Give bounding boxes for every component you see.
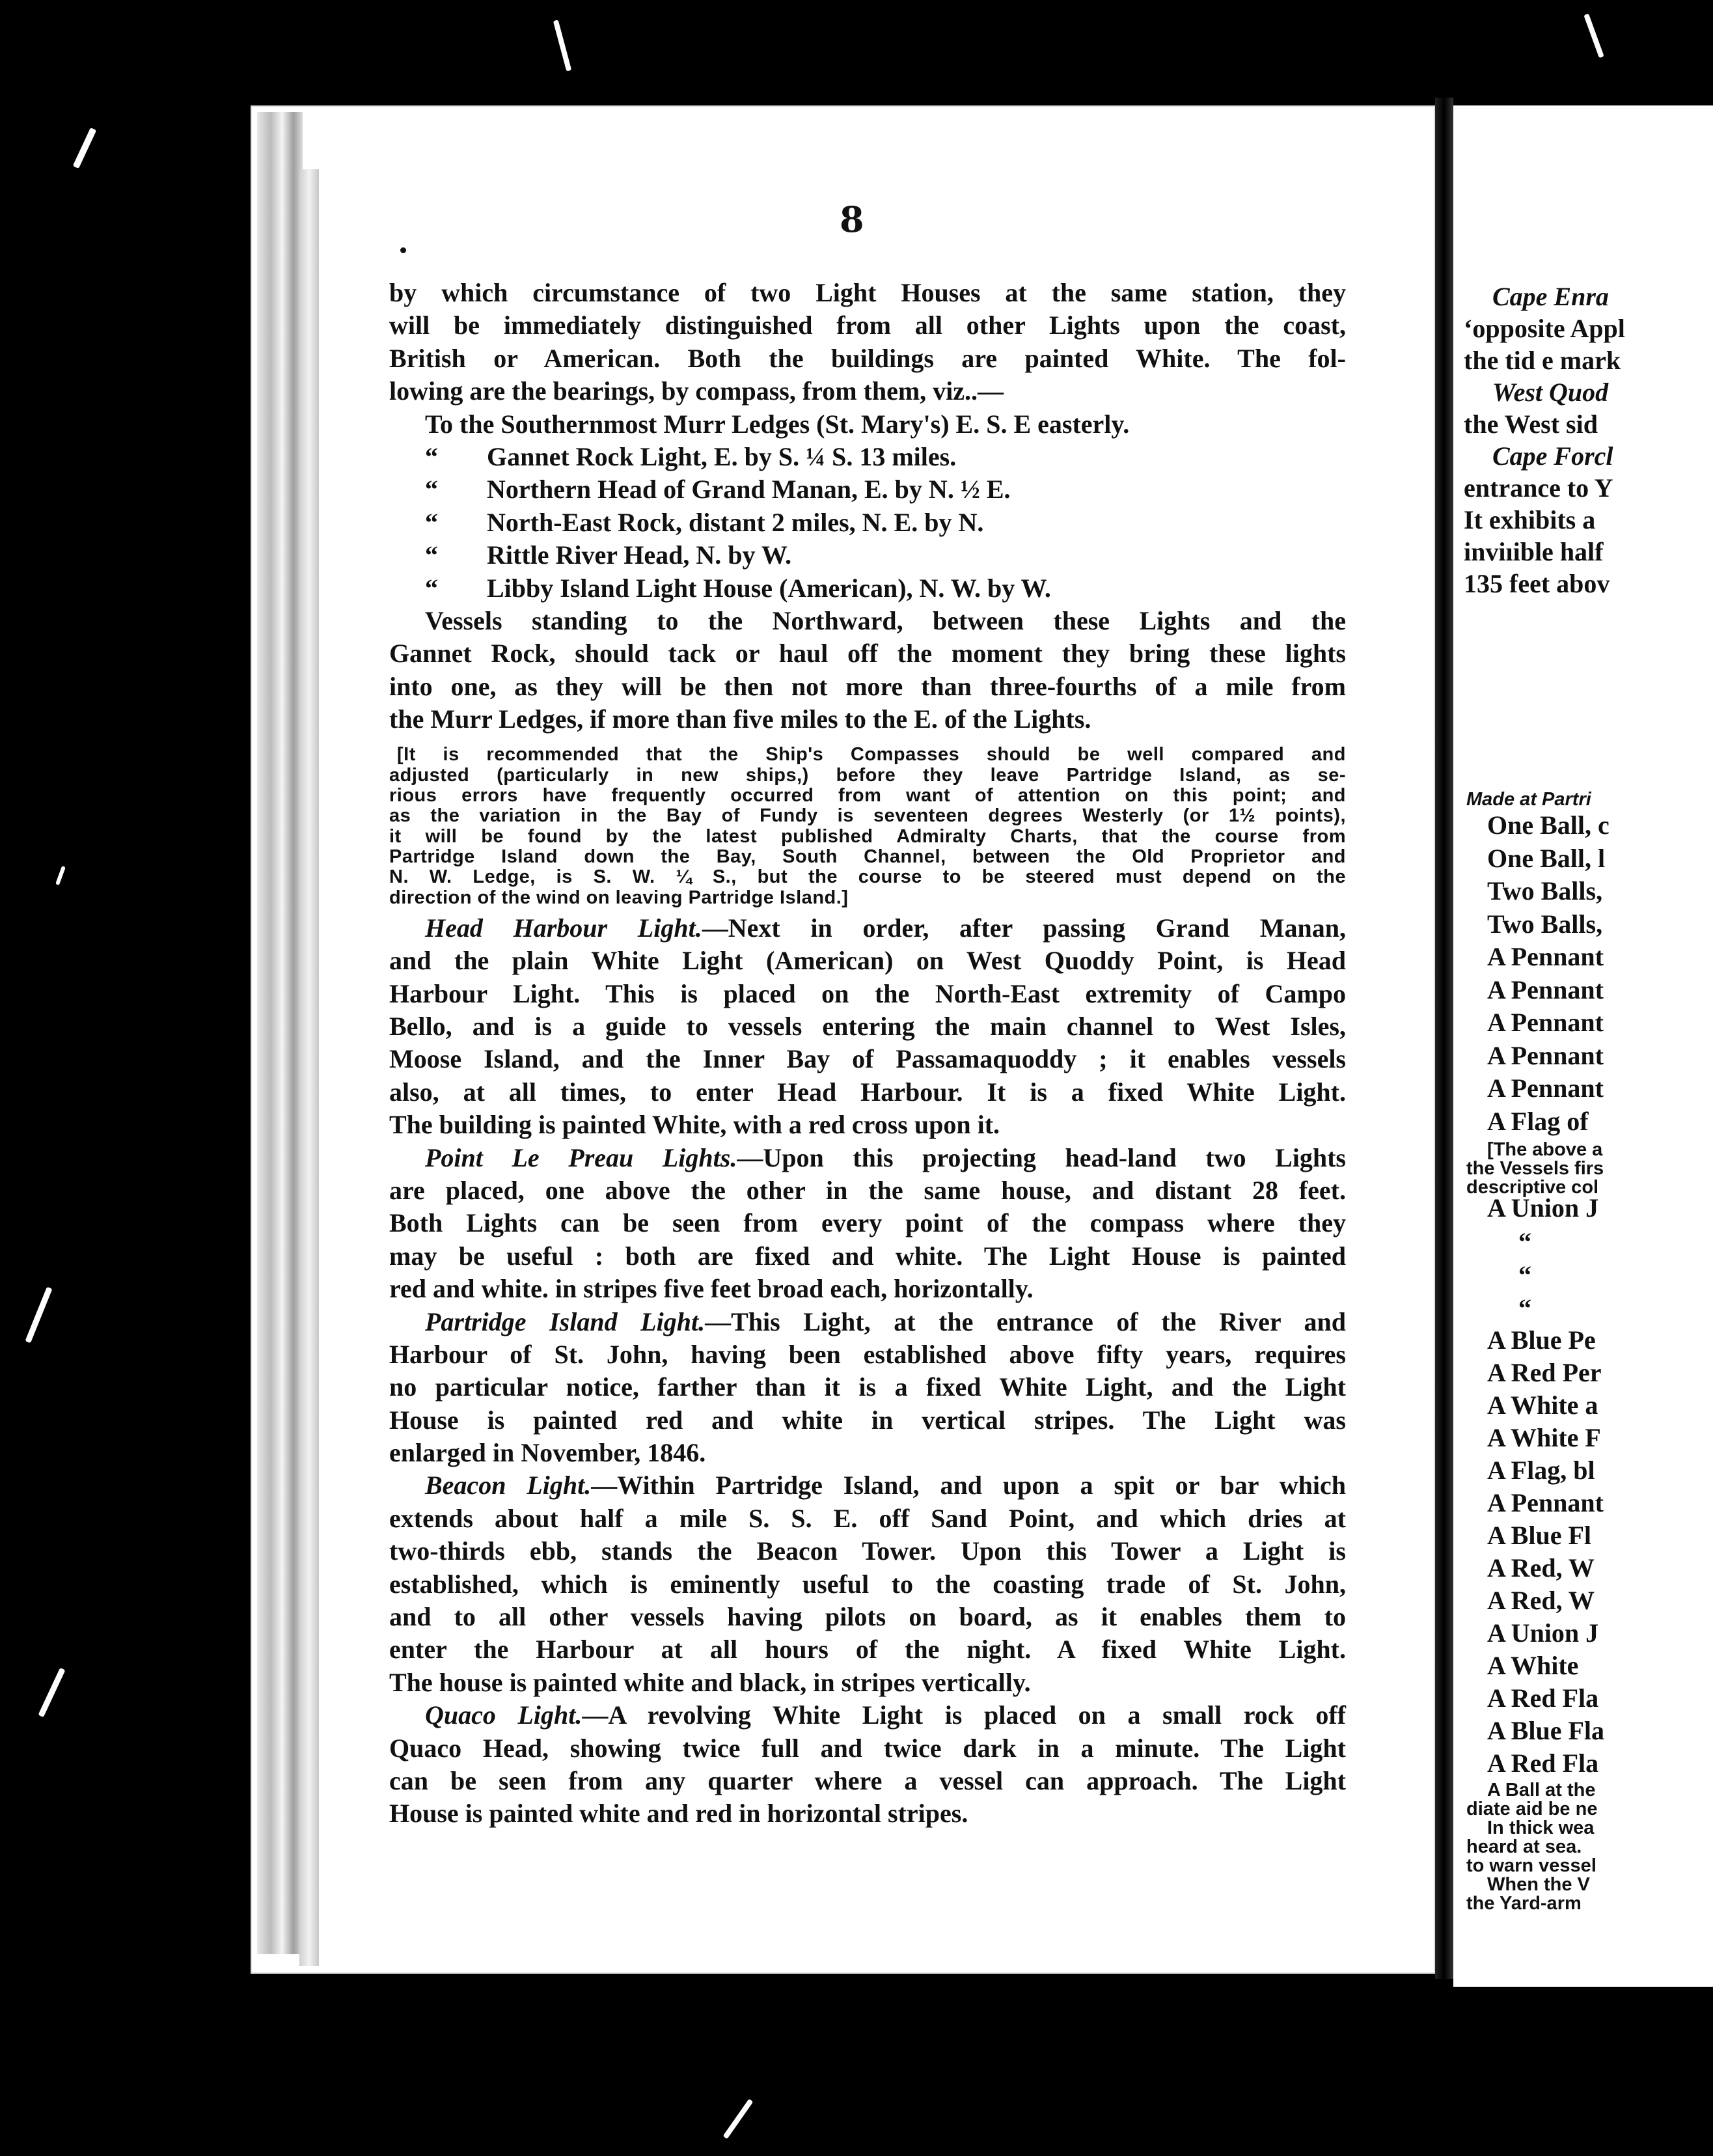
fragment-line: A Red Per — [1487, 1358, 1602, 1387]
text-line: Harbour of St. John, having been established above fifty years, requires — [389, 1339, 1346, 1369]
text-line: also, at all times, to enter Head Harbour. It is a fixed White Light. — [389, 1077, 1346, 1107]
fragment-line: the tid e mark — [1464, 346, 1621, 375]
bearing-text: Gannet Rock Light, E. by S. ¼ S. 13 miles. — [487, 441, 957, 471]
text-line: British or American. Both the buildings are painted White. The fol- — [389, 343, 1346, 373]
bearing-text: Northern Head of Grand Manan, E. by N. ½ E. — [487, 475, 1011, 504]
page-body-text — [389, 277, 1346, 1831]
note-line: Partridge Island down the Bay, South Channel, between the Old Proprietor and — [389, 846, 1346, 867]
fragment-line: the Yard-arm — [1466, 1893, 1582, 1914]
section-heading: Point Le Preau Lights. — [425, 1142, 737, 1172]
fragment-line: inviıible half — [1464, 537, 1604, 566]
text-line: lowing are the bearings, by compass, from them, viz..— — [389, 376, 1004, 406]
fragment-line: the West sid — [1464, 409, 1598, 439]
book-gutter — [1435, 98, 1453, 1979]
scratch-mark — [38, 1668, 66, 1717]
fragment-line: A Red, W — [1487, 1586, 1595, 1615]
fragment-line: A Pennant — [1487, 1040, 1604, 1070]
text-line: House is painted red and white in vertical stripes. The Light was — [389, 1405, 1346, 1435]
text-line: extends about half a mile S. S. E. off Sand Point, and which dries at — [389, 1503, 1346, 1533]
text-line: can be seen from any quarter where a vessel can approach. The Light — [389, 1766, 1346, 1795]
fragment-line: Cape Enra — [1492, 282, 1609, 311]
ink-speck — [400, 247, 406, 253]
text-line: House is painted white and red in horizontal stripes. — [389, 1799, 968, 1829]
fragment-line: [The above a — [1487, 1139, 1603, 1160]
fragment-line: ‘opposite Appl — [1464, 314, 1625, 343]
fragment-line: A Ball at the — [1487, 1780, 1596, 1801]
page-number: 8 — [840, 199, 864, 240]
scratch-mark — [55, 866, 66, 885]
text-line: and the plain White Light (American) on West Quoddy Point, is Head — [389, 946, 1346, 976]
fragment-line: Made at Partri — [1466, 789, 1591, 810]
scratch-mark — [1583, 14, 1604, 59]
section-first-line: Beacon Light.—Within Partridge Island, and upon a spit or bar which — [425, 1471, 1346, 1500]
text-line: may be useful : both are fixed and white. The Light House is painted — [389, 1241, 1346, 1271]
fragment-line: West Quod — [1492, 378, 1609, 407]
note-line: N. W. Ledge, is S. W. ¼ S., but the course to be steered must depend on the — [389, 866, 1346, 888]
bearing-text: North-East Rock, distant 2 miles, N. E. by N. — [487, 507, 984, 537]
fragment-line: A White a — [1487, 1390, 1598, 1420]
fragment-line: A Blue Pe — [1487, 1325, 1596, 1355]
fragment-line: A White F — [1487, 1423, 1601, 1452]
fragment-line: diate aid be ne — [1466, 1799, 1598, 1819]
section-first-line: Head Harbour Light.—Next in order, after passing Grand Manan, — [425, 913, 1346, 943]
scratch-mark — [73, 128, 97, 169]
fragment-line: “ — [1518, 1227, 1531, 1256]
fragment-line: 135 feet abov — [1464, 569, 1610, 598]
fragment-line: A Pennant — [1487, 1488, 1604, 1517]
fragment-line: entrance to Y — [1464, 473, 1613, 503]
right-page-fragment — [1453, 105, 1713, 1987]
fragment-line: A Pennant — [1487, 1073, 1604, 1103]
fragment-line: A Blue Fla — [1487, 1716, 1605, 1745]
fragment-line: descriptive col — [1466, 1177, 1599, 1198]
text-line: established, which is eminently useful to the coasting trade of St. John, — [389, 1569, 1346, 1599]
fragment-line: to warn vessel — [1466, 1855, 1597, 1876]
fragment-line: “ — [1518, 1260, 1531, 1290]
fragment-line: Two Balls, — [1487, 876, 1603, 905]
section-heading: Head Harbour Light. — [425, 913, 702, 943]
text-line: the Murr Ledges, if more than five miles to the E. of the Lights. — [389, 704, 1091, 734]
fragment-line: A Pennant — [1487, 974, 1604, 1004]
text-line: by which circumstance of two Light Houses at the same station, they — [389, 278, 1346, 307]
fragment-line: Cape Forcl — [1492, 441, 1613, 471]
bearing-item — [389, 441, 1346, 473]
text-line: no particular notice, farther than it is a fixed White Light, and the Light — [389, 1372, 1346, 1402]
fragment-line: When the V — [1487, 1874, 1590, 1895]
fragment-line: A Blue Fl — [1487, 1521, 1592, 1550]
text-line: and to all other vessels having pilots on board, as it enables them to — [389, 1602, 1346, 1632]
scratch-mark — [25, 1287, 52, 1344]
fragment-line: A Flag, bl — [1487, 1456, 1595, 1485]
fragment-line: A Union J — [1487, 1618, 1599, 1648]
text-line: red and white. in stripes five feet broad each, horizontally. — [389, 1274, 1034, 1304]
text-line: Gannet Rock, should tack or haul off the moment they bring these lights — [389, 639, 1346, 669]
section-first-line: Point Le Preau Lights.—Upon this projecting head-land two Lights — [425, 1142, 1346, 1172]
ditto-mark: “ — [425, 475, 438, 504]
bearing-text: Libby Island Light House (American), N. W. by W. — [487, 573, 1051, 603]
text-line: Moose Island, and the Inner Bay of Passamaquoddy ; it enables vessels — [389, 1044, 1346, 1074]
text-line: enlarged in November, 1846. — [389, 1438, 706, 1468]
ditto-mark: “ — [425, 441, 438, 471]
fragment-line: A Flag of — [1487, 1106, 1589, 1136]
fragment-line: A Red, W — [1487, 1553, 1595, 1582]
ditto-mark: “ — [425, 540, 438, 570]
bearing-item — [389, 506, 1346, 539]
bearing-text: Rittle River Head, N. by W. — [487, 540, 792, 570]
fragment-line: One Ball, c — [1487, 810, 1610, 840]
text-line: into one, as they will be then not more than three-fourths of a mile from — [389, 671, 1346, 701]
fragment-line: A White — [1487, 1651, 1579, 1680]
note-line: rious errors have frequently occurred from want of attention on this point; and — [389, 785, 1346, 807]
scratch-mark — [553, 20, 571, 71]
fragment-line: heard at sea. — [1466, 1836, 1582, 1857]
page-edge — [299, 169, 319, 1966]
text-line: enter the Harbour at all hours of the night. A fixed White Light. — [389, 1635, 1346, 1665]
bearing-item — [389, 539, 1346, 572]
note-line: [It is recommended that the Ship's Compasses should be well compared and — [397, 744, 1346, 766]
text-line: Bello, and is a guide to vessels entering the main channel to West Isles, — [389, 1012, 1346, 1042]
section-heading: Partridge Island Light. — [425, 1306, 706, 1336]
note-line: direction of the wind on leaving Partridge Island.] — [389, 887, 849, 908]
fragment-line: Two Balls, — [1487, 909, 1603, 939]
fragment-line: A Pennant — [1487, 942, 1604, 971]
text-line: The house is painted white and black, in stripes vertically. — [389, 1667, 1031, 1697]
text-line: two-thirds ebb, stands the Beacon Tower. Upon this Tower a Light is — [389, 1536, 1346, 1566]
note-line: it will be found by the latest published Admiralty Charts, that the course from — [389, 825, 1346, 847]
fragment-line: A Red Fla — [1487, 1683, 1599, 1713]
ditto-mark: “ — [425, 573, 438, 603]
fragment-line: the Vessels firs — [1466, 1158, 1604, 1179]
text-line: The building is painted White, with a red cross upon it. — [389, 1110, 1000, 1140]
bearing-item — [389, 473, 1346, 506]
text-line: Quaco Head, showing twice full and twice dark in a minute. The Light — [389, 1733, 1346, 1763]
scratch-mark — [723, 2099, 754, 2139]
page-edge — [257, 112, 303, 1954]
fragment-line: “ — [1518, 1293, 1531, 1323]
fragment-line: One Ball, l — [1487, 843, 1606, 873]
fragment-line: It exhibits a — [1464, 505, 1596, 534]
section-heading: Quaco Light. — [425, 1700, 582, 1730]
fragment-line: A Red Fla — [1487, 1748, 1599, 1778]
text-line: Harbour Light. This is placed on the North-East extremity of Campo — [389, 978, 1346, 1008]
note-line: adjusted (particularly in new ships,) before they leave Partridge Island, as se- — [389, 764, 1346, 786]
section-first-line: Quaco Light.—A revolving White Light is placed on a small rock off — [425, 1700, 1346, 1730]
fragment-line: In thick wea — [1487, 1817, 1595, 1838]
bearing-item — [389, 572, 1346, 605]
section-first-line: Partridge Island Light.—This Light, at the entrance of the River and — [425, 1306, 1346, 1336]
text-line: Both Lights can be seen from every point of the compass where they — [389, 1208, 1346, 1238]
section-heading: Beacon Light. — [425, 1471, 592, 1500]
text-line: are placed, one above the other in the same house, and distant 28 feet. — [389, 1175, 1346, 1205]
text-line: Vessels standing to the Northward, between these Lights and the — [425, 605, 1346, 635]
fragment-line: A Pennant — [1487, 1008, 1604, 1037]
ditto-mark: “ — [425, 507, 438, 537]
text-line: will be immediately distinguished from all other Lights upon the coast, — [389, 311, 1346, 340]
note-line: as the variation in the Bay of Fundy is seventeen degrees Westerly (or 1½ points), — [389, 805, 1346, 827]
bearings-intro: To the Southernmost Murr Ledges (St. Mary's) E. S. E easterly. — [425, 409, 1130, 439]
fragment-line: A Union J — [1487, 1193, 1599, 1223]
